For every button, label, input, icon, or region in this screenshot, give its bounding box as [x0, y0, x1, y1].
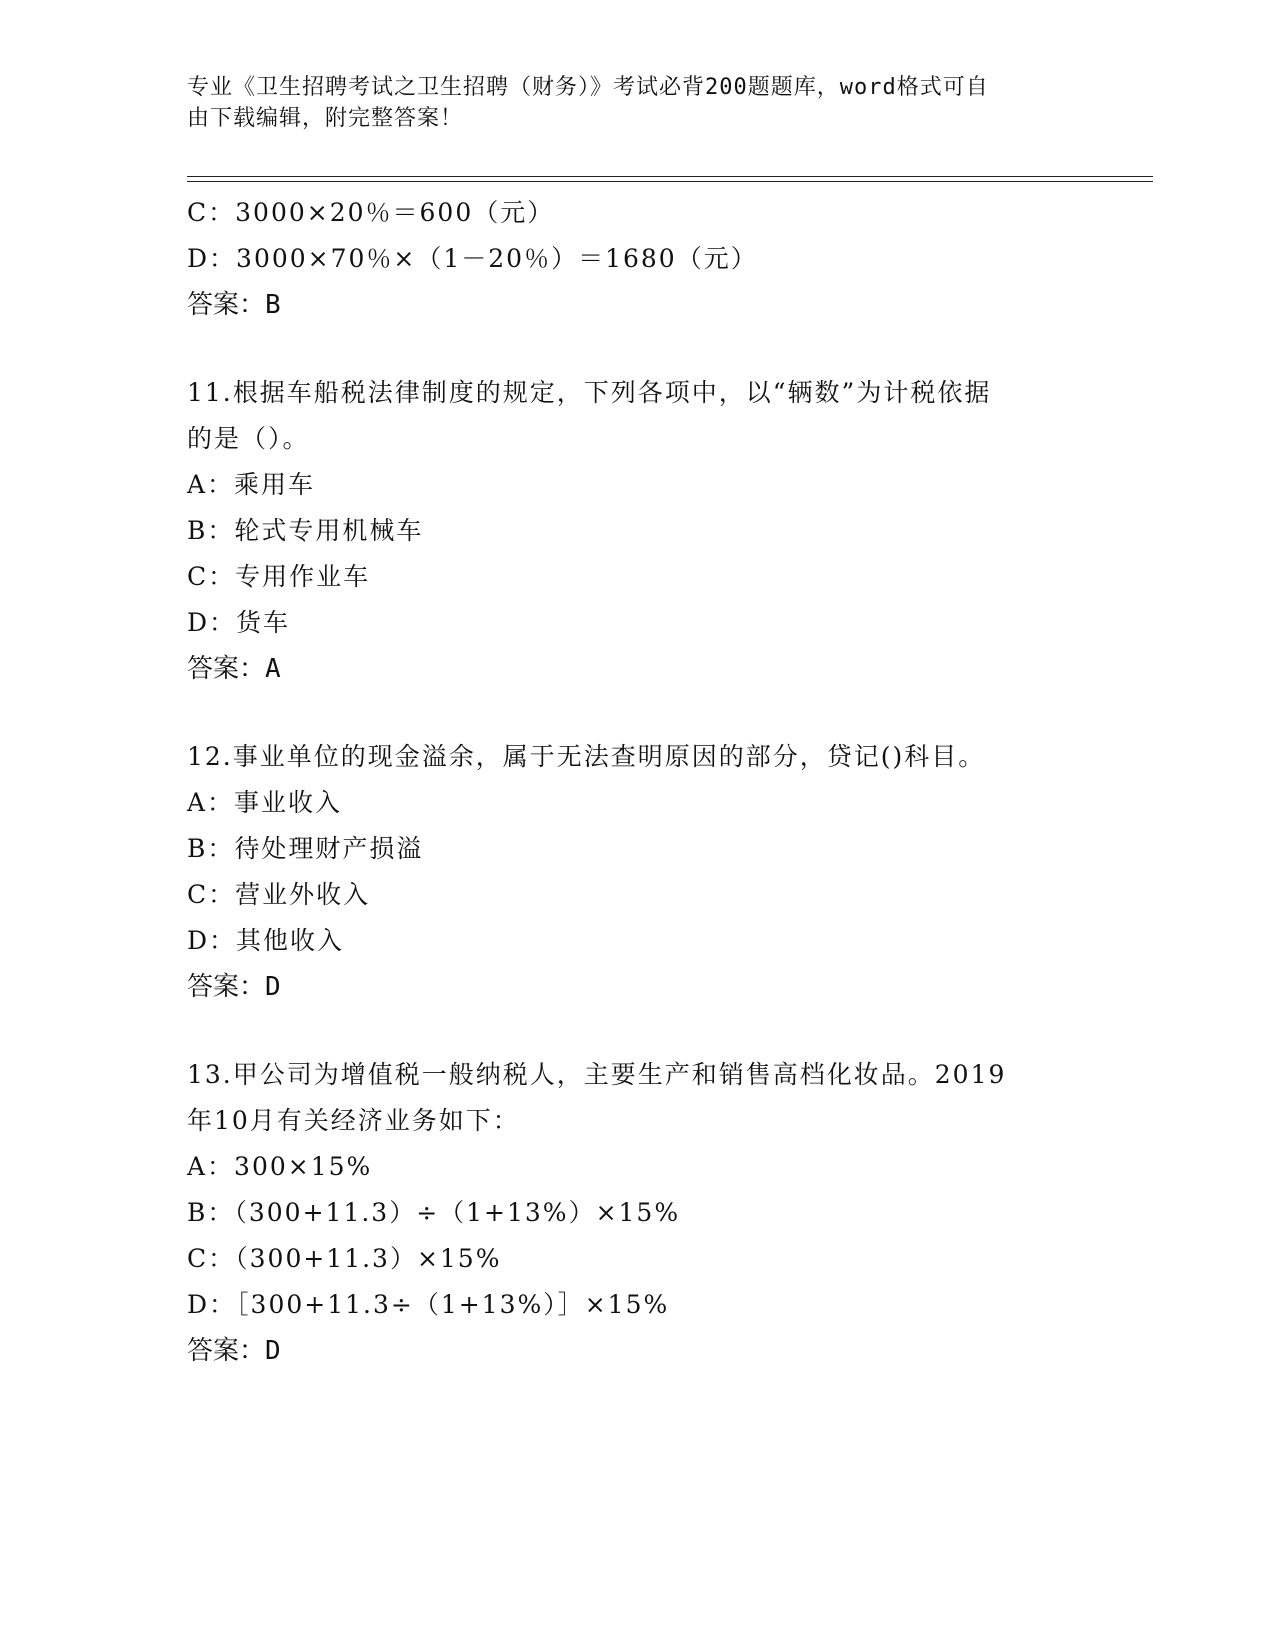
question-stem-line: 的是（）。	[187, 424, 310, 453]
option-b: B：（300+11.3）÷（1+13%）×15%	[187, 1198, 681, 1227]
question-block-10	[187, 190, 1087, 328]
answer-label: 答案：D	[187, 972, 281, 1002]
answer-label: 答案：A	[187, 654, 281, 684]
question-stem-line: 年10月有关经济业务如下：	[187, 1106, 520, 1135]
question-stem-line: 11.根据车船税法律制度的规定，下列各项中，以“辆数”为计税依据	[187, 378, 992, 407]
header-rule-bottom	[187, 181, 1153, 182]
question-stem-line: 12.事业单位的现金溢余，属于无法查明原因的部分，贷记()科目。	[187, 742, 986, 771]
page-header	[187, 72, 1067, 134]
option-b: B：待处理财产损溢	[187, 834, 424, 863]
header-line-1: 专业《卫生招聘考试之卫生招聘（财务）》考试必背200题题库，word格式可自	[187, 75, 989, 100]
question-block-13	[187, 1052, 1087, 1374]
answer-label: 答案：B	[187, 290, 281, 320]
option-c: C：3000×20％＝600（元）	[187, 198, 555, 227]
option-d: D：3000×70％×（1－20％）＝1680（元）	[187, 244, 758, 273]
option-d: D：其他收入	[187, 926, 345, 955]
option-a: A：乘用车	[187, 470, 316, 499]
option-a: A：300×15%	[187, 1152, 373, 1181]
header-rule-top	[187, 176, 1153, 177]
option-c: C：营业外收入	[187, 880, 371, 909]
option-a: A：事业收入	[187, 788, 343, 817]
question-block-12	[187, 734, 1087, 1010]
answer-label: 答案：D	[187, 1336, 281, 1366]
option-c: C：（300+11.3）×15%	[187, 1244, 502, 1273]
question-list	[187, 190, 1087, 1374]
spacer	[187, 1010, 1087, 1052]
spacer	[187, 328, 1087, 370]
option-d: D：［300+11.3÷（1+13%）］×15%	[187, 1290, 670, 1319]
spacer	[187, 692, 1087, 734]
option-d: D：货车	[187, 608, 291, 637]
option-c: C：专用作业车	[187, 562, 371, 591]
option-b: B：轮式专用机械车	[187, 516, 424, 545]
question-stem-line: 13.甲公司为增值税一般纳税人，主要生产和销售高档化妆品。2019	[187, 1060, 1007, 1089]
header-line-2: 由下载编辑，附完整答案！	[187, 106, 464, 131]
question-block-11	[187, 370, 1087, 692]
